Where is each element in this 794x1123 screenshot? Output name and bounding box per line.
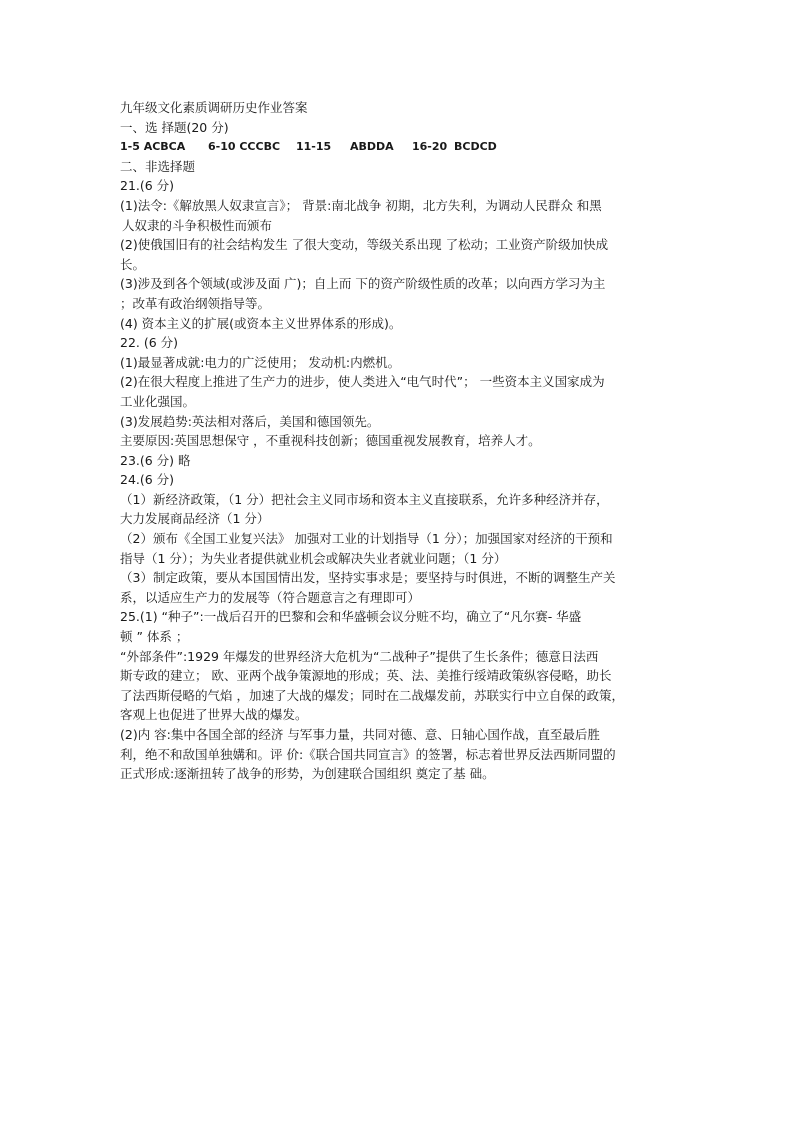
answer-line: 长。 <box>120 256 146 272</box>
answer-line: 顿 ” 体系 ； <box>120 629 189 645</box>
answer-line: 23.(6 分) 略 <box>120 452 191 468</box>
answer-line: 21.(6 分) <box>120 178 175 194</box>
section-non-choice-heading: 二、非选择题 <box>120 158 196 174</box>
answer-line: 大力发展商品经济（1 分） <box>120 511 270 527</box>
answer-line: 人奴隶的斗争积极性而颁布 <box>122 217 273 233</box>
answer-document <box>120 98 680 784</box>
answer-line: (2)内 容:集中各国全部的经济 与军事力量，共同对德、意、日轴心国作战，直至最后胜 <box>120 727 600 742</box>
answer-line: “外部条件”:1929 年爆发的世界经济大危机为“二战种子”提供了生长条件；德意日法西 <box>120 648 599 664</box>
answer-line: (4) 资本主义的扩展(或资本主义世界体系的形成)。 <box>120 315 402 331</box>
answer-line: 斯专政的建立； 欧、亚两个战争策源地的形成；英、法、美推行绥靖政策纵容侵略，助长 <box>120 668 612 684</box>
answers-16-20-label: 16-20 <box>412 140 448 154</box>
answer-line: 22. (6 分) <box>120 335 179 351</box>
answer-line: (1)法令:《解放黑人奴隶宣言》； 背景:南北战争 初期，北方失利，为调动人民群众 和黑 <box>120 197 602 213</box>
answer-line: 主要原因:英国思想保守 ，不重视科技创新；德国重视发展教育，培养人才。 <box>120 433 541 449</box>
answer-line: (3)涉及到各个领域(或涉及面 广)；自上而 下的资产阶级性质的改革；以向西方学习为主 <box>120 276 606 292</box>
answer-line: (2)使俄国旧有的社会结构发生 了很大变动，等级关系出现 了松动；工业资产阶级加快成 <box>120 237 609 253</box>
section-multiple-choice-heading: 一、选 择题(20 分) <box>120 119 229 135</box>
answer-line: (2)在很大程度上推进了生产力的进步，使人类进入“电气时代”； 一些资本主义国家成为 <box>120 374 605 390</box>
answer-line: ；改革有政治纲领指导等。 <box>120 295 271 311</box>
multiple-choice-answers <box>120 137 680 157</box>
answer-line: （3）制定政策，要从本国国情出发，坚持实事求是；要坚持与时俱进，不断的调整生产关 <box>120 570 616 586</box>
answer-line: 了法西斯侵略的气焰 ，加速了大战的爆发；同时在二战爆发前，苏联实行中立自保的政策， <box>120 687 624 703</box>
answer-line: 指导（1 分）；为失业者提供就业机会或解决失业者就业问题；（1 分） <box>120 550 507 566</box>
answer-line: (3)发展趋势:英法相对落后，美国和德国领先。 <box>120 413 380 429</box>
answer-line: 系，以适应生产力的发展等（符合题意言之有理即可） <box>120 589 421 605</box>
document-title: 九年级文化素质调研历史作业答案 <box>120 100 308 115</box>
answer-line: 利，绝不和敌国单独媾和。评 价:《联合国共同宣言》的签署，标志着世界反法西斯同盟的 <box>120 746 616 762</box>
answer-line: （1）新经济政策，（1 分）把社会主义同市场和资本主义直接联系，允许多种经济并存， <box>120 491 609 507</box>
answers-6-10: 6-10 CCCBC <box>208 140 281 154</box>
answer-line: （2）颁布《全国工业复兴法》 加强对工业的计划指导（1 分）；加强国家对经济的干预和 <box>120 531 613 547</box>
answer-line: 工业化强国。 <box>120 393 196 409</box>
answer-line: 24.(6 分) <box>120 472 175 488</box>
answers-11-15: ABDDA <box>350 140 394 154</box>
answer-line: 正式形成:逐渐扭转了战争的形势，为创建联合国组织 奠定了基 础。 <box>120 766 495 782</box>
answer-line: (1)最显著成就:电力的广泛使用； 发动机:内燃机。 <box>120 354 401 370</box>
answers-1-5: 1-5 ACBCA <box>120 140 186 154</box>
answer-line: 客观上也促进了世界大战的爆发。 <box>120 707 308 723</box>
answers-11-15-label: 11-15 <box>296 140 332 154</box>
answers-16-20: BCDCD <box>454 140 497 154</box>
answer-line: 25.(1) “种子”:一战后召开的巴黎和会和华盛顿会议分赃不均，确立了“凡尔赛- 华盛 <box>120 609 582 625</box>
